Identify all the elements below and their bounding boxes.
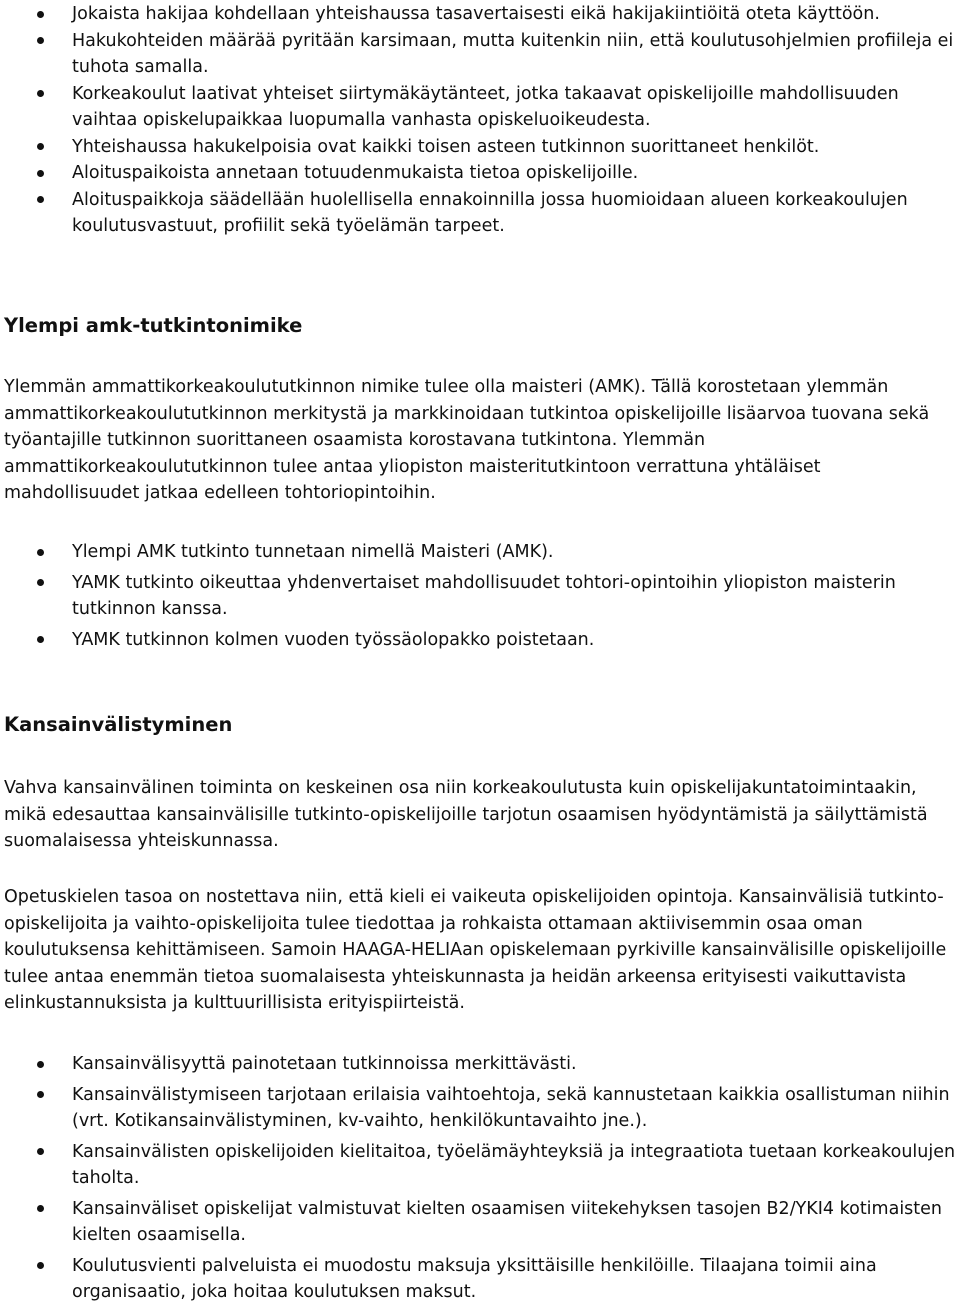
- list-item: Kansainvälisyyttä painotetaan tutkinnoissa merkittävästi.: [0, 1051, 960, 1078]
- list-item: Korkeakoulut laativat yhteiset siirtymäkäytänteet, jotka takaavat opiskelijoille mahdollisuuden vaihtaa opiskelupaikkaa luopumalla vanhasta opiskeluoikeudesta.: [0, 81, 960, 134]
- list-item: Kansainväliset opiskelijat valmistuvat kielten osaamisen viitekehyksen tasojen B2/YKI4 kotimaisten kielten osaamisella.: [0, 1196, 960, 1249]
- list-item: Ylempi AMK tutkinto tunnetaan nimellä Maisteri (AMK).: [0, 539, 960, 566]
- top-bullet-list: [0, 1, 960, 240]
- list-item: Aloituspaikoista annetaan totuudenmukaista tietoa opiskelijoille.: [0, 160, 960, 187]
- bullet-icon: [37, 549, 44, 556]
- list-item: Hakukohteiden määrää pyritään karsimaan, mutta kuitenkin niin, että koulutusohjelmien profiileja ei tuhota samalla.: [0, 28, 960, 81]
- section-paragraph: Opetuskielen tasoa on nostettava niin, että kieli ei vaikeuta opiskelijoiden opintoja. Kansainvälisiä tutkinto- opiskelijoita ja vaihto-opiskelijoita tulee tiedottaa ja rohkaista ottamaan aktiivisemmin osaa oman koulutuksensa kehittämiseen. Samoin HAAGA-HELIAan opiskelemaan pyrkiville kansainvälisille opiskelijoille tulee antaa enemmän tietoa suomalaisesta yhteiskunnasta ja heidän arkeensa erityisesti vaikuttavista elinkustannuksista ja kulttuurillisista erityispiirteistä.: [4, 887, 947, 1013]
- bullet-icon: [37, 37, 44, 44]
- section-heading-ylempi-amk: Ylempi amk-tutkintonimike: [4, 314, 303, 337]
- list-item: YAMK tutkinto oikeuttaa yhdenvertaiset mahdollisuudet tohtori-opintoihin yliopiston maisterin tutkinnon kanssa.: [0, 570, 960, 623]
- bullet-icon: [37, 11, 44, 18]
- bullet-icon: [37, 636, 44, 643]
- bullet-icon: [37, 170, 44, 177]
- bullet-icon: [37, 1148, 44, 1155]
- bullet-icon: [37, 143, 44, 150]
- list-item: Koulutusvienti palveluista ei muodostu maksuja yksittäisille henkilöille. Tilaajana toimii aina organisaatio, joka hoitaa koulutuksen maksut.: [0, 1253, 960, 1306]
- list-item: Aloituspaikkoja säädellään huolellisella ennakoinnilla jossa huomioidaan alueen korkeakoulujen koulutusvastuut, profiilit sekä työelämän tarpeet.: [0, 187, 960, 240]
- bullet-icon: [37, 579, 44, 586]
- bullet-icon: [37, 90, 44, 97]
- section-paragraph: Ylemmän ammattikorkeakoulututkinnon nimike tulee olla maisteri (AMK). Tällä korostetaan ylemmän ammattikorkeakoulututkinnon merkitystä ja markkinoidaan tutkintoa opiskelijoille lisäarvoa tuovana sekä työantajille tutkinnon suorittaneen osaamista korostavana tutkintona. Ylemmän ammattikorkeakoulututkinnon tulee antaa yliopiston maisteritutkintoon verrattuna yhtäläiset mahdollisuudet jatkaa edelleen tohtoriopintoihin.: [4, 377, 930, 503]
- section-paragraph: Vahva kansainvälinen toiminta on keskeinen osa niin korkeakoulutusta kuin opiskelijakuntatoimintaakin, mikä edesauttaa kansainvälisille tutkinto-opiskelijoille tarjotun osaamisen hyödyntämistä ja säilyttämistä suomalaisessa yhteiskunnassa.: [4, 778, 928, 851]
- list-item: Kansainvälisten opiskelijoiden kielitaitoa, työelämäyhteyksiä ja integraatiota tuetaan korkeakoulujen taholta.: [0, 1139, 960, 1192]
- bullet-icon: [37, 1091, 44, 1098]
- list-item: Kansainvälistymiseen tarjotaan erilaisia vaihtoehtoja, sekä kannustetaan kaikkia osallistuman niihin (vrt. Kotikansainvälistyminen, kv-vaihto, henkilökuntavaihto jne.).: [0, 1082, 960, 1135]
- list-item: Jokaista hakijaa kohdellaan yhteishaussa tasavertaisesti eikä hakijakiintiöitä oteta käyttöön.: [0, 1, 960, 28]
- section1-bullet-list: [0, 539, 960, 653]
- bullet-icon: [37, 1262, 44, 1269]
- bullet-icon: [37, 1205, 44, 1212]
- bullet-icon: [37, 1061, 44, 1068]
- list-item: YAMK tutkinnon kolmen vuoden työssäolopakko poistetaan.: [0, 627, 960, 654]
- section2-bullet-list: [0, 1051, 960, 1306]
- section-heading-kansainvalistyminen: Kansainvälistyminen: [4, 713, 233, 736]
- list-item: Yhteishaussa hakukelpoisia ovat kaikki toisen asteen tutkinnon suorittaneet henkilöt.: [0, 134, 960, 161]
- bullet-icon: [37, 196, 44, 203]
